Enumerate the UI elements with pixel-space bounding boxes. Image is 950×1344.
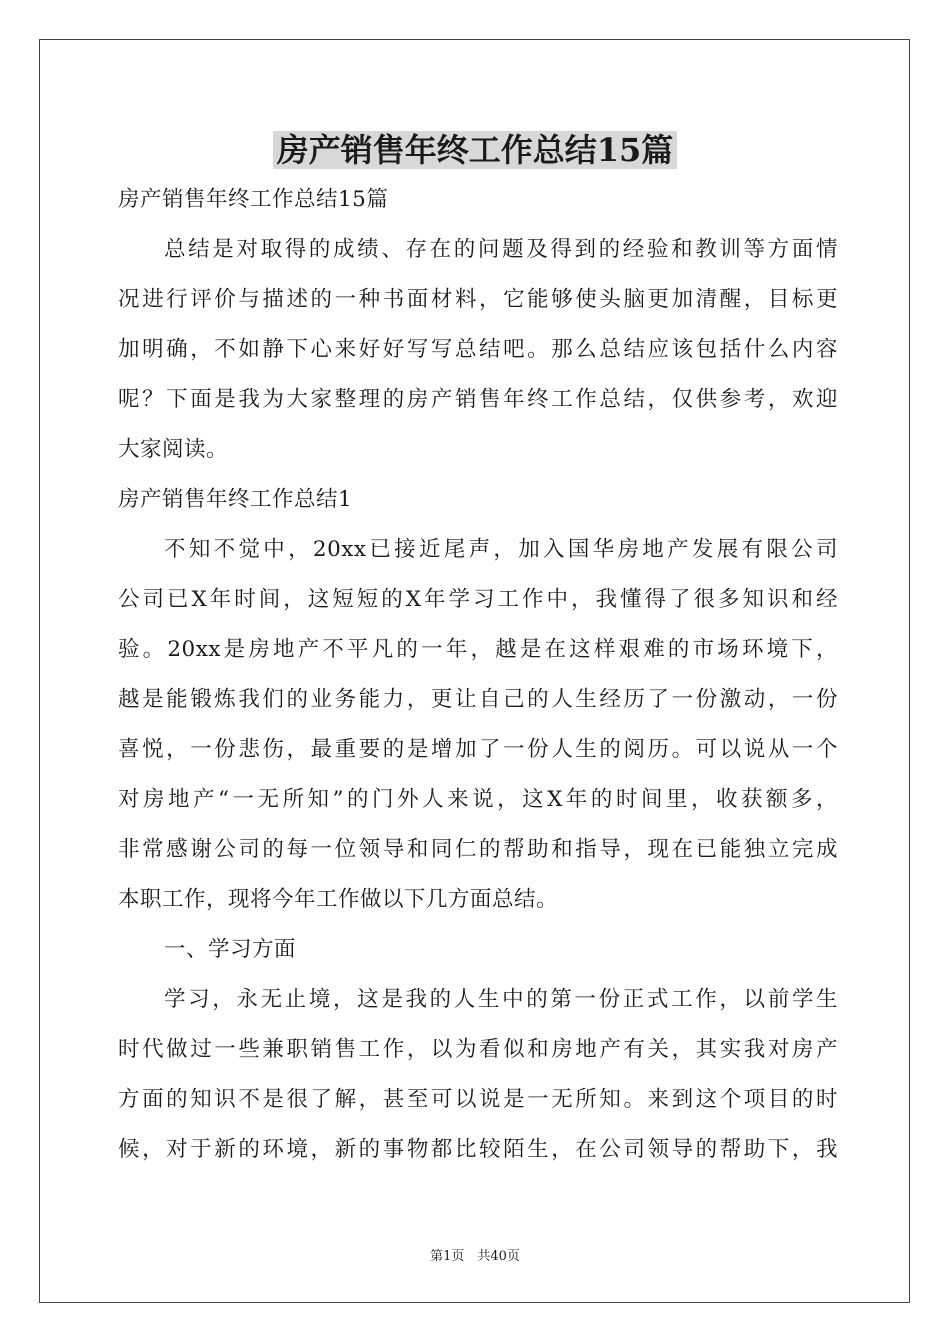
paragraph-line: 本职工作，现将今年工作做以下几方面总结。 [118,887,559,912]
paragraph-line: 时代做过一些兼职销售工作，以为看似和房地产有关，其实我对房产 [118,1037,838,1062]
paragraph-line: 候，对于新的环境，新的事物都比较陌生，在公司领导的帮助下，我 [118,1137,838,1162]
section-heading: 房产销售年终工作总结1 [118,487,353,512]
paragraph-line: 对房地产“一无所知”的门外人来说，这X年的时间里，收获额多， [118,787,838,812]
paragraph-line: 不知不觉中，20xx已接近尾声，加入国华房地产发展有限公司 [164,537,838,562]
document-title-text: 房产销售年终工作总结15篇 [273,131,678,169]
paragraph-line: 加明确，不如静下心来好好写写总结吧。那么总结应该包括什么内容 [118,337,838,362]
paragraph-line: 方面的知识不是很了解，甚至可以说是一无所知。来到这个项目的时 [118,1087,838,1112]
paragraph-line: 越是能锻炼我们的业务能力，更让自己的人生经历了一份激动，一份 [118,687,838,712]
paragraph-line: 验。20xx是房地产不平凡的一年，越是在这样艰难的市场环境下， [118,637,838,662]
paragraph-line: 呢？下面是我为大家整理的房产销售年终工作总结，仅供参考，欢迎 [118,387,838,412]
paragraph-line: 总结是对取得的成绩、存在的问题及得到的经验和教训等方面情 [164,237,838,262]
subtitle-line: 房产销售年终工作总结15篇 [118,187,389,212]
subsection-heading: 一、学习方面 [164,937,297,962]
paragraph-line: 非常感谢公司的每一位领导和同仁的帮助和指导，现在已能独立完成 [118,837,838,862]
document-title [0,124,950,176]
paragraph-line: 大家阅读。 [118,437,229,462]
page-number-footer: 第1页 共40页 [430,1249,520,1264]
paragraph-line: 学习，永无止境，这是我的人生中的第一份正式工作，以前学生 [164,987,838,1012]
paragraph-line: 喜悦，一份悲伤，最重要的是增加了一份人生的阅历。可以说从一个 [118,737,838,762]
paragraph-line: 公司已X年时间，这短短的X年学习工作中，我懂得了很多知识和经 [118,587,838,612]
paragraph-line: 况进行评价与描述的一种书面材料，它能够使头脑更加清醒，目标更 [118,287,838,312]
